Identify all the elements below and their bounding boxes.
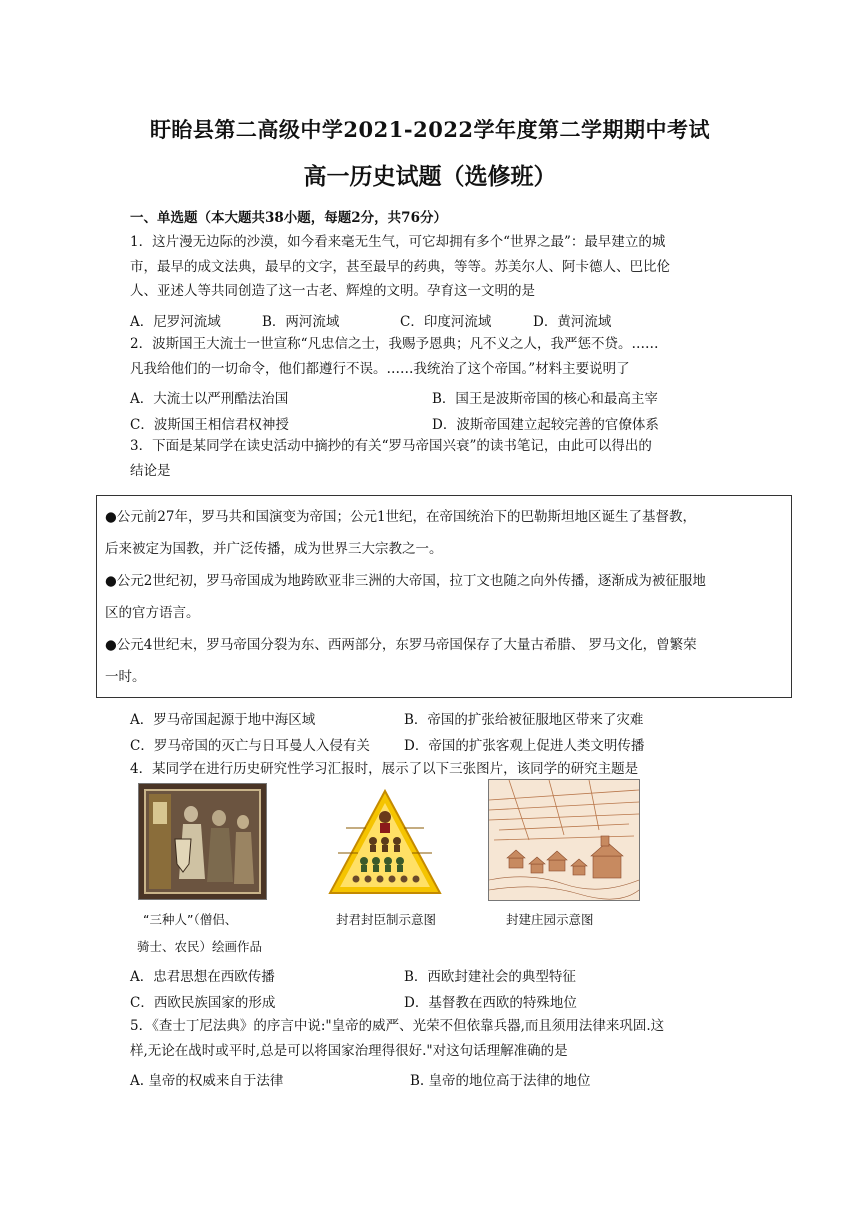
text-line: 2．波斯国王大流士一世宣称“凡忠信之士，我赐予恩典；凡不义之人，我严惩不贷。…… <box>130 336 659 352</box>
feudal-hierarchy-diagram <box>326 783 444 898</box>
text-line: 凡我给他们的一切命令，他们都遵行不误。……我统治了这个帝国。”材料主要说明了 <box>130 360 630 377</box>
q2-option-d[interactable]: D．波斯帝国建立起较完善的官僚体系 <box>432 417 659 433</box>
question-4-stem <box>130 757 730 782</box>
text-line: 样,无论在战时或平时,总是可以将国家治理得很好."对这句话理解准确的是 <box>130 1042 568 1059</box>
feudal-manor-drawing <box>488 779 640 901</box>
note-line: 后来被定为国教，并广泛传播，成为世界三大宗教之一。 <box>105 541 443 557</box>
question-2-stem <box>130 332 730 381</box>
note-line: 一时。 <box>105 669 146 685</box>
pyramid-illustration <box>326 783 444 898</box>
question-1-stem <box>130 230 730 304</box>
text-line: 人、亚述人等共同创造了这一古老、辉煌的文明。孕育这一文明的是 <box>130 283 535 299</box>
q5-option-b[interactable]: B. 皇帝的地位高于法律的地位 <box>410 1073 591 1089</box>
q4-option-c[interactable]: C．西欧民族国家的形成 <box>130 995 276 1011</box>
q3-option-d[interactable]: D．帝国的扩张客观上促进人类文明传播 <box>404 738 645 754</box>
section-heading: 一、单选题（本大题共38小题，每题2分，共76分） <box>130 210 447 226</box>
q4-option-a[interactable]: A．忠君思想在西欧传播 <box>130 969 275 985</box>
text-line: 市，最早的成文法典，最早的文字，甚至最早的药典，等等。苏美尔人、阿卡德人、巴比伦 <box>130 258 670 275</box>
q2-option-b[interactable]: B．国王是波斯帝国的核心和最高主宰 <box>432 391 658 407</box>
text-line: 5．《查士丁尼法典》的序言中说:"皇帝的威严、光荣不但依靠兵器,而且须用法律来巩固.这 <box>130 1018 665 1034</box>
exam-title: 盱眙县第二高级中学2021-2022学年度第二学期期中考试 <box>149 117 711 142</box>
q1-option-d[interactable]: D．黄河流域 <box>533 314 612 330</box>
q3-option-a[interactable]: A．罗马帝国起源于地中海区域 <box>130 712 316 728</box>
q2-option-c[interactable]: C．波斯国王相信君权神授 <box>130 417 289 433</box>
text-line: 4．某同学在进行历史研究性学习汇报时，展示了以下三张图片，该同学的研究主题是 <box>130 761 639 777</box>
three-estates-painting <box>138 783 267 900</box>
painting-illustration <box>139 784 266 899</box>
q2-option-a[interactable]: A．大流士以严刑酷法治国 <box>130 391 289 407</box>
question-3-stem <box>130 434 730 483</box>
q3-option-b[interactable]: B．帝国的扩张给被征服地区带来了灾难 <box>404 712 644 728</box>
note-line: 区的官方语言。 <box>105 605 200 621</box>
manor-illustration <box>489 780 639 900</box>
text-line: 1．这片漫无边际的沙漠，如今看来毫无生气，可它却拥有多个“世界之最”：最早建立的城 <box>130 234 666 250</box>
q1-option-c[interactable]: C．印度河流域 <box>400 314 492 330</box>
exam-subtitle: 高一历史试题（选修班） <box>303 163 557 190</box>
text-line: 3．下面是某同学在读史活动中摘抄的有关“罗马帝国兴衰”的读书笔记，由此可以得出的 <box>130 438 652 454</box>
text-line: 结论是 <box>130 462 171 479</box>
note-line: ●公元2世纪初，罗马帝国成为地跨欧亚非三洲的大帝国，拉丁文也随之向外传播，逐渐成为被征服地 <box>105 573 706 589</box>
note-line: ●公元4世纪末，罗马帝国分裂为东、西两部分，东罗马帝国保存了大量古希腊、 罗马文化，曾繁荣 <box>105 637 697 653</box>
q3-option-c[interactable]: C．罗马帝国的灭亡与日耳曼人入侵有关 <box>130 738 370 754</box>
q4-option-d[interactable]: D．基督教在西欧的特殊地位 <box>404 995 577 1011</box>
caption-three-estates-line1: “三种人”（僧侣、 <box>143 912 238 927</box>
note-line: ●公元前27年，罗马共和国演变为帝国；公元1世纪，在帝国统治下的巴勒斯坦地区诞生了基督教， <box>105 509 697 525</box>
q1-option-a[interactable]: A．尼罗河流域 <box>130 314 221 330</box>
q4-option-b[interactable]: B．西欧封建社会的典型特征 <box>404 969 576 985</box>
caption-three-estates-line2: 骑士、农民）绘画作品 <box>137 939 263 954</box>
reading-notes-box <box>96 495 792 698</box>
caption-feudal-hierarchy: 封君封臣制示意图 <box>336 912 437 927</box>
caption-manor: 封建庄园示意图 <box>506 912 594 927</box>
question-5-stem <box>130 1014 730 1063</box>
q1-option-b[interactable]: B．两河流域 <box>262 314 340 330</box>
q5-option-a[interactable]: A. 皇帝的权威来自于法律 <box>130 1073 284 1089</box>
